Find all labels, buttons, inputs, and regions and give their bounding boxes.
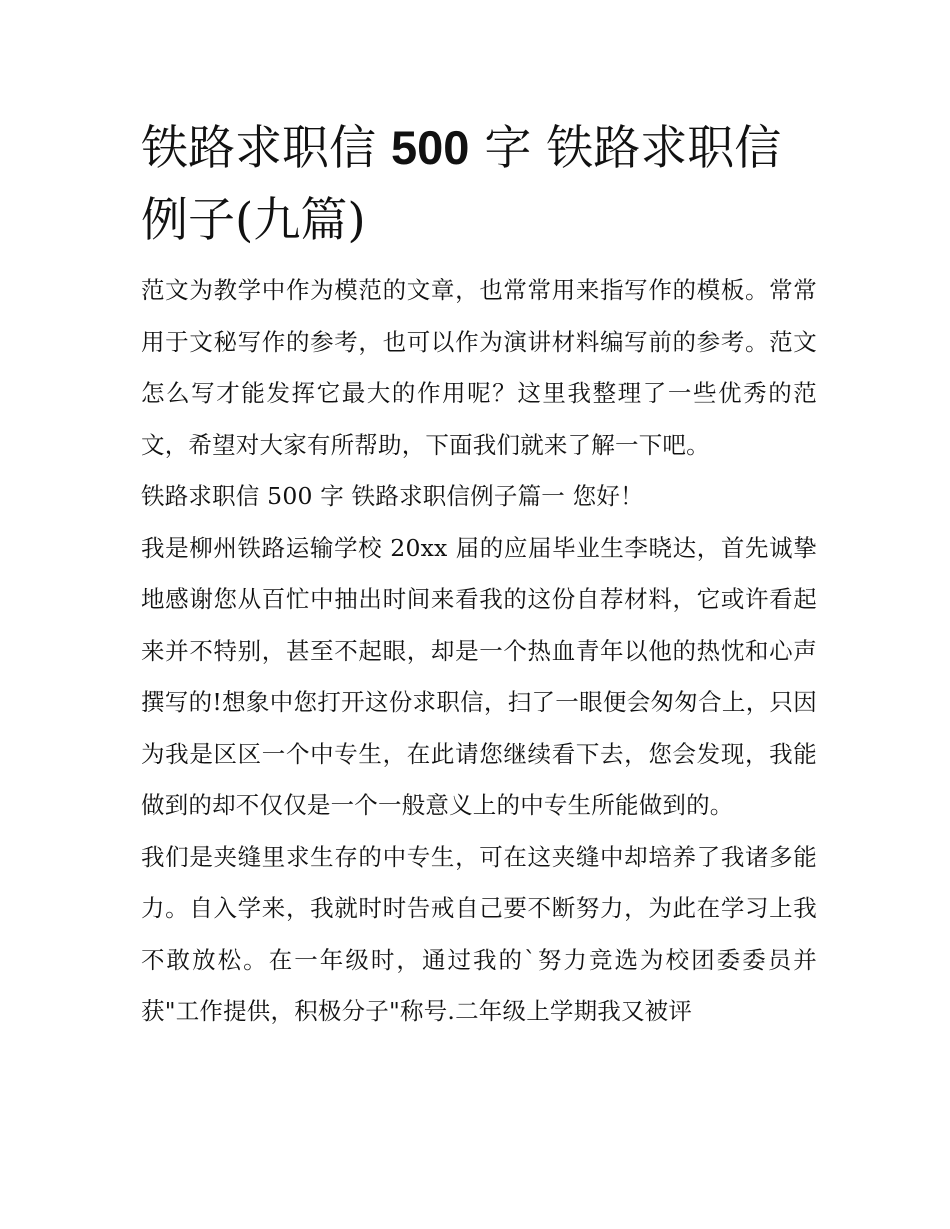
document-body [141, 265, 817, 1038]
paragraph-intro: 范文为教学中作为模范的文章，也常常用来指写作的模板。常常用于文秘写作的参考，也可以作为演讲材料编写前的参考。范文怎么写才能发挥它最大的作用呢？这里我整理了一些优秀的范文，希望对大家有所帮助，下面我们就来了解一下吧。 [141, 276, 817, 459]
document-title [141, 112, 817, 257]
title-part-2: 字 铁路求职信例子(九篇) [141, 121, 782, 248]
paragraph-self-intro: 我是柳州铁路运输学校 20xx 届的应届毕业生李晓达，首先诚挚地感谢您从百忙中抽出时间来看我的这份自荐材料，它或许看起来并不特别，甚至不起眼，却是一个热血青年以他的热忱和心声撰写的!想象中您打开这份求职信，扫了一眼便会匆匆合上，只因为我是区区一个中专生，在此请您继续看下去，您会发现，我能做到的却不仅仅是一个一般意义上的中专生所能做到的。 [141, 533, 817, 819]
title-number: 500 [390, 121, 470, 174]
document-page [141, 112, 817, 1038]
paragraph-abilities: 我们是夹缝里求生存的中专生，可在这夹缝中却培养了我诸多能力。自入学来，我就时时告戒自己要不断努力，为此在学习上我不敢放松。在一年级时，通过我的`努力竞选为校团委委员并获"工作提供，积极分子"称号.二年级上学期我又被评 [141, 842, 817, 1025]
paragraph-heading: 铁路求职信 500 字 铁路求职信例子篇一 您好！ [141, 482, 644, 510]
title-part-1: 铁路求职信 [141, 121, 391, 176]
